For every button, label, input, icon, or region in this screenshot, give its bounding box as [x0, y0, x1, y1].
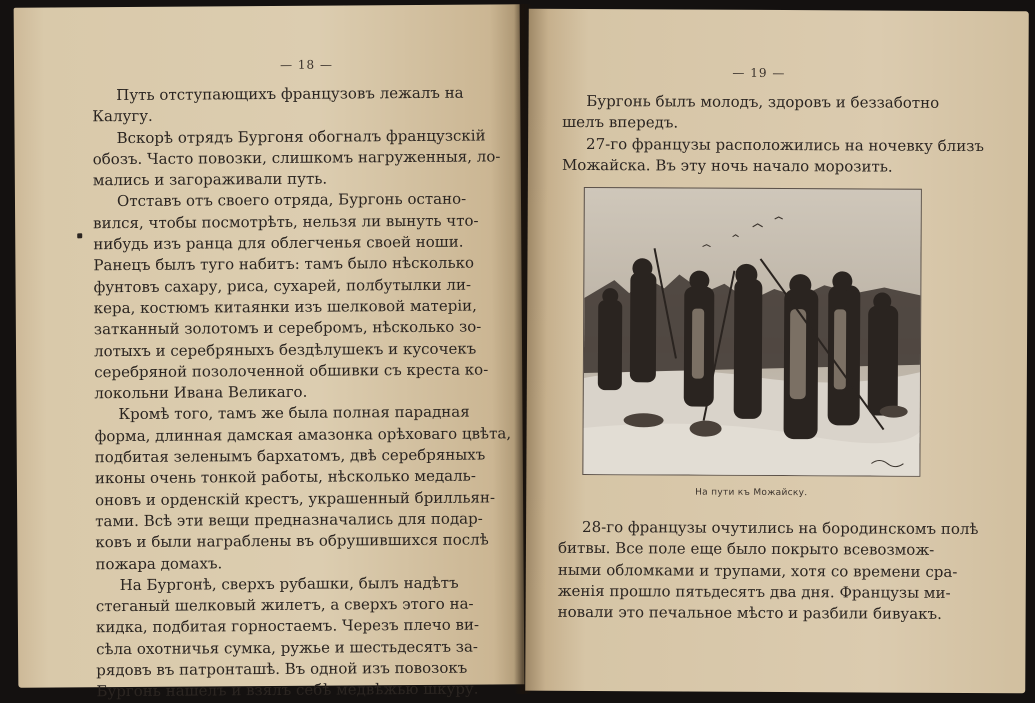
text-line: 28-го французы очутились на бородинскомъ полѣ [582, 517, 979, 539]
text-line: Отставъ отъ своего отряда, Бургонь остано- [116, 190, 467, 211]
page-number-18: — 18 — [279, 57, 333, 72]
text-line: ными обломками и трупами, хотя со времени сра- [557, 560, 958, 581]
text-line: форма, длинная дамская амазонка орѣховаго цвѣта, [94, 424, 512, 445]
text-line: Кромѣ того, тамъ же была полная парадная [118, 403, 470, 424]
right-page-bottom-text [557, 517, 979, 625]
illustration-image [583, 188, 922, 477]
text-line: Калугу. [92, 107, 153, 126]
text-line: сѣла охотничья сумка, ружье и шестьдесятъ за- [96, 637, 479, 658]
text-line: Ранецъ былъ туго набитъ: тамъ было нѣсколько [93, 253, 475, 275]
page-number-19: — 19 — [732, 65, 786, 81]
left-page-text [92, 82, 512, 702]
text-line: 27-го французы расположились на ночевку близъ [586, 134, 985, 155]
text-line: Можайска. Въ эту ночь начало морозить. [561, 155, 893, 176]
text-line: подбитая зеленымъ бархатомъ, двѣ серебряныхъ [94, 445, 486, 467]
text-line: женія прошло пятьдесятъ два дня. Французы ми- [557, 581, 951, 602]
ink-mark [77, 233, 82, 238]
text-line: кера, костюмъ китаянки изъ шелковой матеріи, [93, 296, 477, 318]
right-page-top-text [561, 91, 985, 178]
text-line: мались и загораживали путь. [92, 169, 328, 190]
illustration-caption: На пути къ Можайску. [695, 487, 808, 499]
text-line: новали это печальное мѣсто и разбили бивуакъ. [557, 603, 942, 624]
text-line: оновъ и орденскій крестъ, украшенный брилльян- [95, 488, 496, 509]
text-line: Бургонь нашелъ и взялъ себѣ медвѣжью шкуру. [96, 679, 479, 701]
text-line: Вскорѣ отрядъ Бургоня обогналъ французскій [116, 126, 486, 147]
text-line: иконы очень тонкой работы, нѣсколько медаль- [94, 466, 476, 488]
text-line: шелъ впередъ. [562, 113, 679, 132]
text-line: фунтовъ сахару, риса, сухарей, полбутылки ли- [93, 275, 472, 296]
text-line: серебряной позолоченной обшивки съ креста ко- [94, 360, 489, 382]
text-line: битвы. Все поле еще было покрыто всевозмож- [557, 539, 935, 560]
illustration-retreat-to-mozhaisk [582, 187, 922, 477]
text-line: стеганый шелковый жилетъ, а сверхъ этого на- [95, 594, 474, 616]
text-line: локольни Ивана Великаго. [94, 382, 308, 403]
text-line: затканный золотомъ и серебромъ, нѣсколько зо- [93, 317, 482, 339]
text-line: обозъ. Часто повозки, слишкомъ нагруженныя, ло- [92, 147, 501, 169]
right-page [525, 9, 1029, 694]
text-line: рядовъ въ патронташѣ. Въ одной изъ повозокъ [96, 658, 468, 680]
text-line: нибудь изъ ранца для облегченья своей ноши. [93, 232, 464, 254]
left-page [14, 4, 525, 701]
text-line: вился, чтобы посмотрѣть, нельзя ли вынуть что- [93, 211, 479, 233]
text-line: Бургонь былъ молодъ, здоровъ и беззаботно [586, 91, 940, 112]
text-line: пожара домахъ. [95, 553, 223, 573]
text-line: ковъ и были награблены въ обрушившихся послѣ [95, 530, 489, 552]
text-line: Путь отступающихъ французовъ лежалъ на [116, 83, 464, 105]
text-line: кидка, подбитая горностаемъ. Черезъ плечо ви- [95, 615, 480, 637]
text-line: тами. Всѣ эти вещи предназначались для подар- [95, 509, 483, 531]
text-line: лотыхъ и серебряныхъ бездѣлушекъ и кусочекъ [93, 339, 477, 360]
text-line: На Бургонѣ, сверхъ рубашки, былъ надѣтъ [119, 573, 459, 594]
